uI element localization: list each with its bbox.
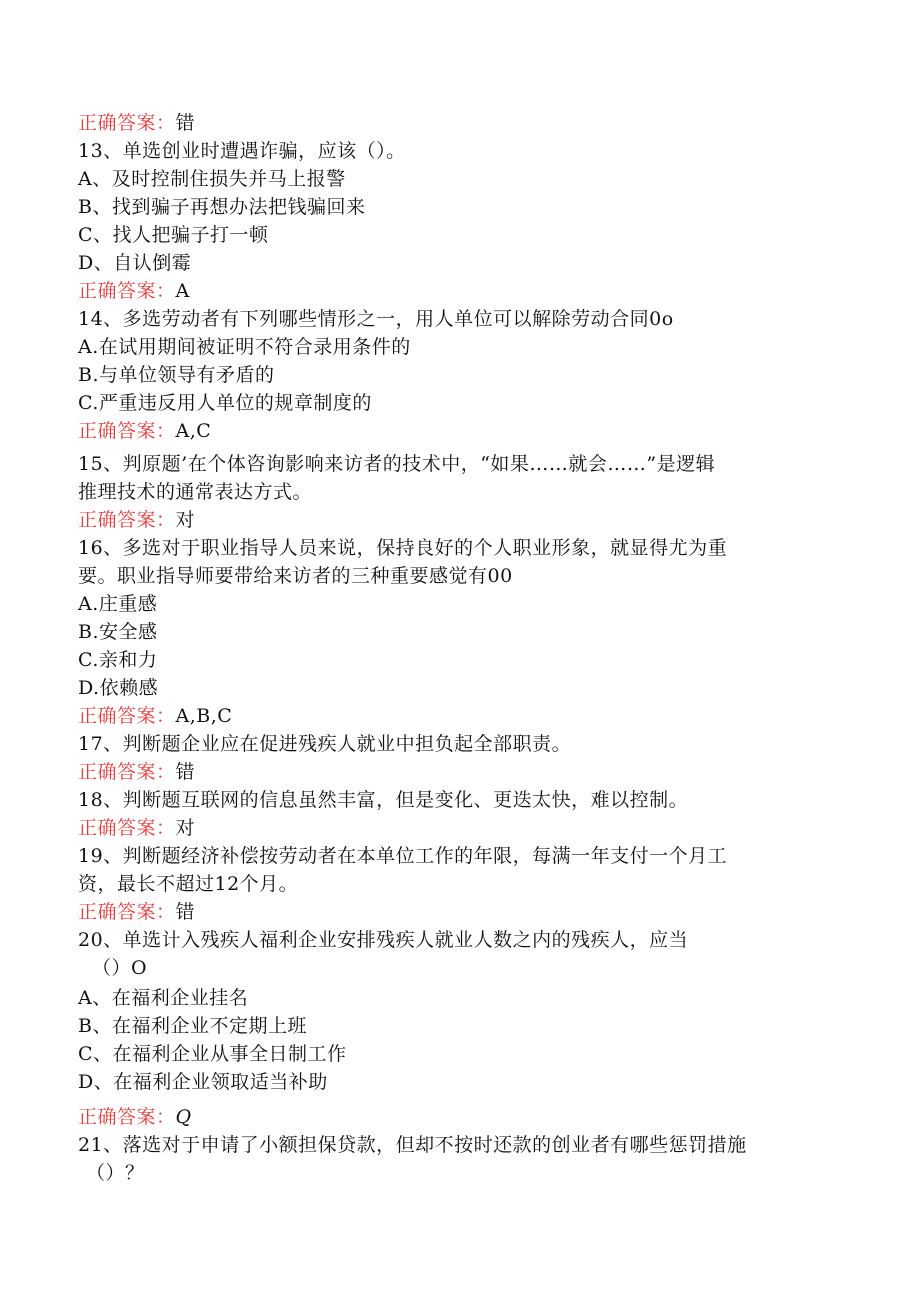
answer-label: 正确答案：: [78, 509, 176, 531]
question-line-continued: （）O: [92, 957, 148, 979]
answer-label: 正确答案：: [78, 280, 176, 302]
option-line: C.严重违反用人单位的规章制度的: [78, 392, 372, 414]
answer-label: 正确答案：: [78, 761, 176, 783]
answer-value: 错: [175, 112, 196, 134]
question-line: 15、判原题’在个体咨询影响来访者的技术中，“如果……就会……”是逻辑: [78, 453, 716, 475]
answer-line: [78, 1104, 192, 1130]
answer-value: A: [175, 280, 190, 302]
option-line: A.在试用期间被证明不符合录用条件的: [78, 336, 411, 358]
answer-line: [78, 418, 211, 444]
question-line: 16、多选对于职业指导人员来说，保持良好的个人职业形象，就显得尤为重: [78, 537, 728, 559]
answer-line: [78, 278, 190, 304]
answer-value: 错: [175, 761, 196, 783]
option-line: C、在福利企业从事全日制工作: [78, 1043, 347, 1065]
option-line: C、找人把骗子打一顿: [78, 224, 269, 246]
answer-line: [78, 507, 195, 533]
answer-line: [78, 899, 195, 925]
question-line-continued: 资，最长不超过12个月。: [78, 873, 299, 895]
answer-label: 正确答案：: [78, 420, 176, 442]
option-line: B、在福利企业不定期上班: [78, 1015, 307, 1037]
option-line: D、在福利企业领取适当补助: [78, 1071, 328, 1093]
option-line: A.庄重感: [78, 593, 158, 615]
answer-line: [78, 110, 195, 136]
option-line: D、自认倒霉: [78, 252, 192, 274]
question-line: 13、单选创业时遭遇诈骗，应该（）。: [78, 140, 406, 162]
option-line: B.与单位领导有矛盾的: [78, 364, 275, 386]
question-line: 20、单选计入残疾人福利企业安排残疾人就业人数之内的残疾人，应当: [78, 929, 689, 951]
answer-line: [78, 759, 195, 785]
option-line: B.安全感: [78, 621, 158, 643]
option-line: D.依赖感: [78, 677, 159, 699]
answer-value: A,B,C: [175, 705, 233, 727]
option-line: B、找到骗子再想办法把钱骗回来: [78, 196, 366, 218]
question-line: 21、落选对于申请了小额担保贷款，但却不按时还款的创业者有哪些惩罚措施: [78, 1134, 747, 1156]
option-line: C.亲和力: [78, 649, 158, 671]
option-line: A、及时控制住损失并马上报警: [78, 168, 346, 190]
answer-label: 正确答案：: [78, 901, 176, 923]
answer-value: Q: [175, 1106, 192, 1128]
question-line-continued: （）？: [86, 1162, 145, 1184]
answer-label: 正确答案：: [78, 817, 176, 839]
answer-value: A,C: [175, 420, 212, 442]
question-line: 18、判断题互联网的信息虽然丰富，但是变化、更迭太快，难以控制。: [78, 789, 689, 811]
question-line-continued: 推理技术的通常表达方式。: [78, 481, 313, 503]
question-line: 14、多选劳动者有下列哪些情形之一，用人单位可以解除劳动合同0o: [78, 308, 674, 330]
option-line: A、在福利企业挂名: [78, 987, 249, 1009]
answer-label: 正确答案：: [78, 705, 176, 727]
answer-line: [78, 703, 232, 729]
answer-line: [78, 815, 195, 841]
answer-value: 错: [175, 901, 196, 923]
answer-value: 对: [175, 509, 196, 531]
question-line: 17、判断题企业应在促进残疾人就业中担负起全部职责。: [78, 733, 572, 755]
question-line-continued: 要。职业指导师要带给来访者的三种重要感觉有00: [78, 565, 513, 587]
answer-label: 正确答案：: [78, 1106, 176, 1128]
answer-label: 正确答案：: [78, 112, 176, 134]
answer-value: 对: [175, 817, 196, 839]
question-line: 19、判断题经济补偿按劳动者在本单位工作的年限，每满一年支付一个月工: [78, 845, 728, 867]
